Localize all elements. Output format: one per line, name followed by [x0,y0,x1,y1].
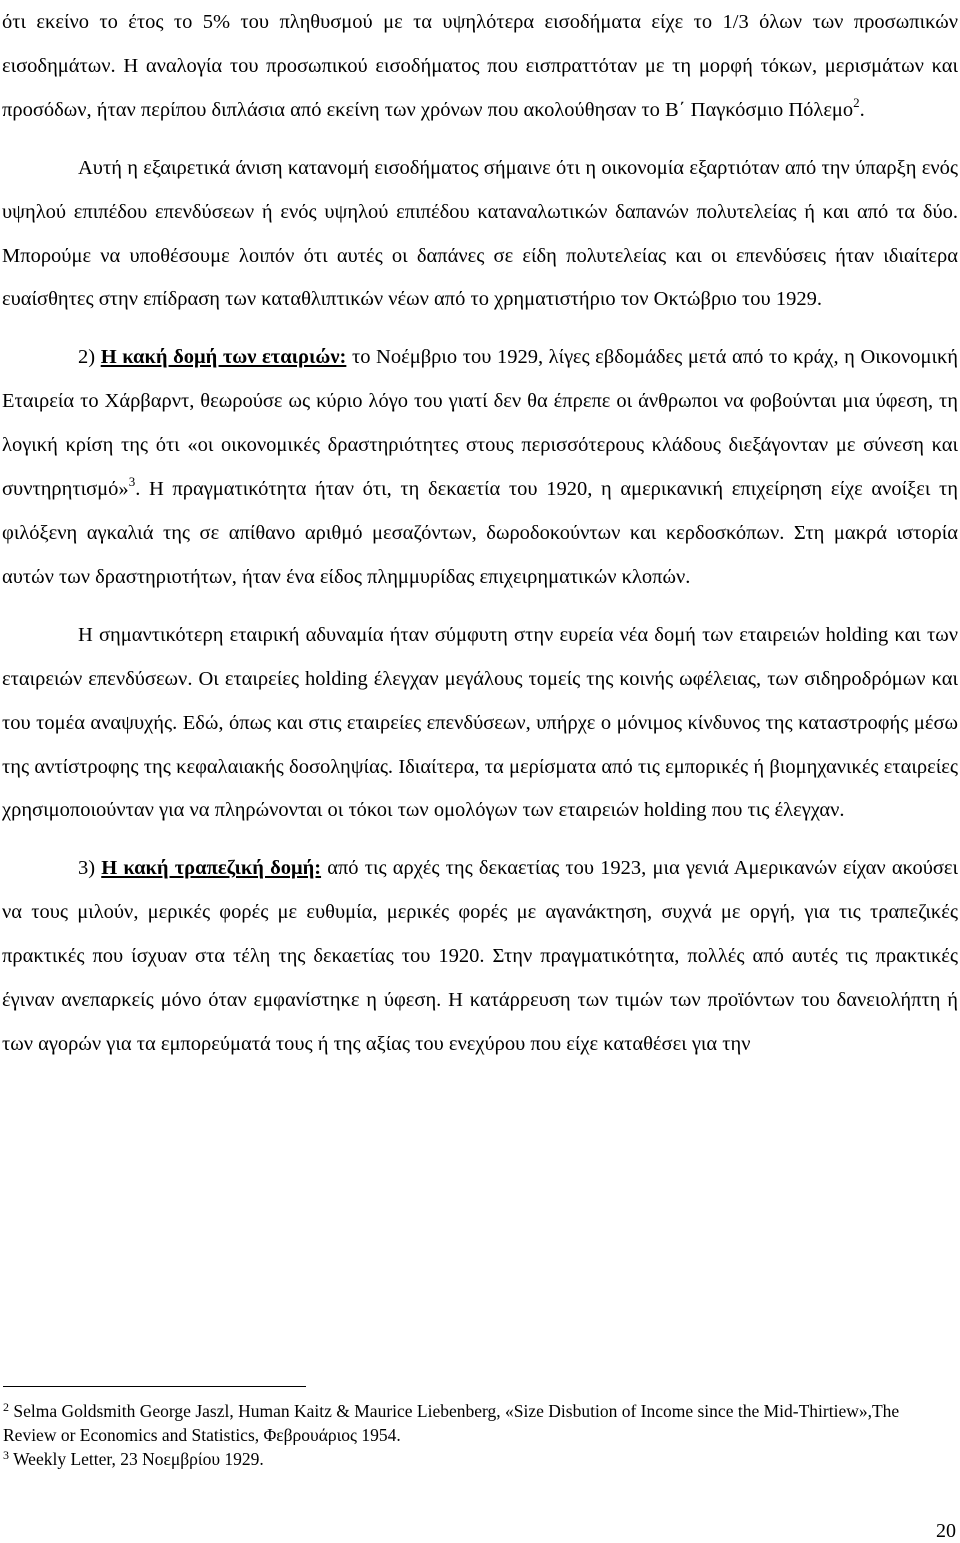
footnotes [3,1399,953,1471]
footnote-2 [3,1399,953,1447]
list-number: 3) [78,857,96,880]
footnote-number: 3 [3,1448,9,1462]
paragraph-holding-companies [2,614,958,834]
footnote-ref-2[interactable]: 2 [853,94,860,110]
paragraph-text-tail: . Η πραγματικότητα ήταν ότι, τη δεκαετία του 1920, η αμερικανική επιχείρηση είχε ανοίξει τη φιλόξενη αγκαλιά της σε απίθανο αριθμό μεσαζόντων, δωροδοκούντων και κερδοσκόπων. Στη μακρά ιστορία αυτών των δραστηριοτήτων, ήταν ένα είδος πλημμυρίδας επιχειρηματικών κλοπών. [2,478,958,588]
page-number: 20 [936,1520,956,1542]
paragraph-text: ότι εκείνο το έτος το 5% του πληθυσμού με τα υψηλότερα εισοδήματα είχε το 1/3 όλων των προσωπικών εισοδημάτων. Η αναλογία του προσωπικού εισοδήματος που εισπραττόταν με τη μορφή τόκων, μερισμάτων και προσόδων, ήταν περίπου διπλάσια από εκείνη των χρόνων που ακολούθησαν το Β΄ Παγκόσμιο Πόλεμο [2,11,958,121]
footnote-separator [3,1386,306,1387]
paragraph-text: από τις αρχές της δεκαετίας του 1923, μια γενιά Αμερικανών είχαν ακούσει να τους μιλούν, μερικές φορές με ευθυμία, μερικές φορές με αγανάκτηση, συχνά με οργή, για τις τραπεζικές πρακτικές που ίσχυαν στα τέλη της δεκαετίας του 1920. Στην πραγματικότητα, πολλές από αυτές τις πρακτικές έγιναν ανεπαρκείς μόνο όταν εμφανίστηκε η ύφεση. Η κατάρρευση των τιμών των προϊόντων του δανειολήπτη ή των αγορών για τα εμπορεύματά τους ή της αξίας του ενεχύρου που είχε καταθέσει για την [2,857,959,1055]
body-text [2,0,958,1067]
paragraph-text-tail: . [859,98,865,121]
list-number: 2) [78,346,96,369]
footnote-text: Selma Goldsmith George Jaszl, Human Kaitz & Maurice Liebenberg, «Size Disbution of Income since the Mid-Thirtiew»,The Review or Economics and Statistics, Φεβρουάριος 1954. [3,1401,900,1445]
footnote-ref-3[interactable]: 3 [128,474,136,490]
section-heading: Η κακή τραπεζική δομή: [101,857,322,880]
footnote-text: Weekly Letter, 23 Νοεμβρίου 1929. [13,1449,264,1469]
paragraph-corporate-structure [2,336,958,599]
paragraph-text: Αυτή η εξαιρετικά άνιση κατανομή εισοδήματος σήμαινε ότι η οικονομία εξαρτιόταν από την ύπαρξη ενός υψηλού επιπέδου επενδύσεων ή ενός υψηλού επιπέδου καταναλωτικών δαπανών πολυτελείας ή και από τα δύο. Μπορούμε να υποθέσουμε λοιπόν ότι αυτές οι δαπάνες σε είδη πολυτελείας και οι επενδύσεις ήταν ιδιαίτερα ευαίσθητες στην επίδραση των καταθλιπτικών νέων από το χρηματιστήριο τον Οκτώβριο του 1929. [2,156,958,311]
section-heading: Η κακή δομή των εταιριών: [100,346,347,369]
footnote-number: 2 [3,1400,9,1414]
footnote-3 [3,1447,953,1471]
paragraph-income-share [2,1,958,133]
paragraph-unequal-distribution [2,147,958,323]
paragraph-text: το Νοέμβριο του 1929, λίγες εβδομάδες μετά από το κράχ, η Οικονομική Εταιρεία το Χάρβαρντ, θεωρούσε ως κύριο λόγο του γιατί δεν θα έπρεπε οι άνθρωποι να φοβούνται μια ύφεση, τη λογική κρίση της ότι «οι οικονομικές δραστηριότητες στους περισσότερους κλάδους διεξάγονταν με σύνεση και συντηρητισμό» [2,346,959,501]
paragraph-banking-structure [2,847,958,1067]
paragraph-text: Η σημαντικότερη εταιρική αδυναμία ήταν σύμφυτη στην ευρεία νέα δομή των εταιρειών holding και των εταιρειών επενδύσεων. Οι εταιρείες holding έλεγχαν μεγάλους τομείς της κοινής ωφέλειας, των σιδηροδρόμων και του τομέα αναψυχής. Εδώ, όπως και στις εταιρείες επενδύσεων, υπήρχε ο μόνιμος κίνδυνος της καταστροφής μέσω της αντίστροφης της κεφαλαιακής δοσοληψίας. Ιδιαίτερα, τα μερίσματα από τις εμπορικές ή βιομηχανικές εταιρείες χρησιμοποιούνταν για να πληρώνονται οι τόκοι των ομολόγων των εταιρειών holding που τις έλεγχαν. [2,623,958,822]
